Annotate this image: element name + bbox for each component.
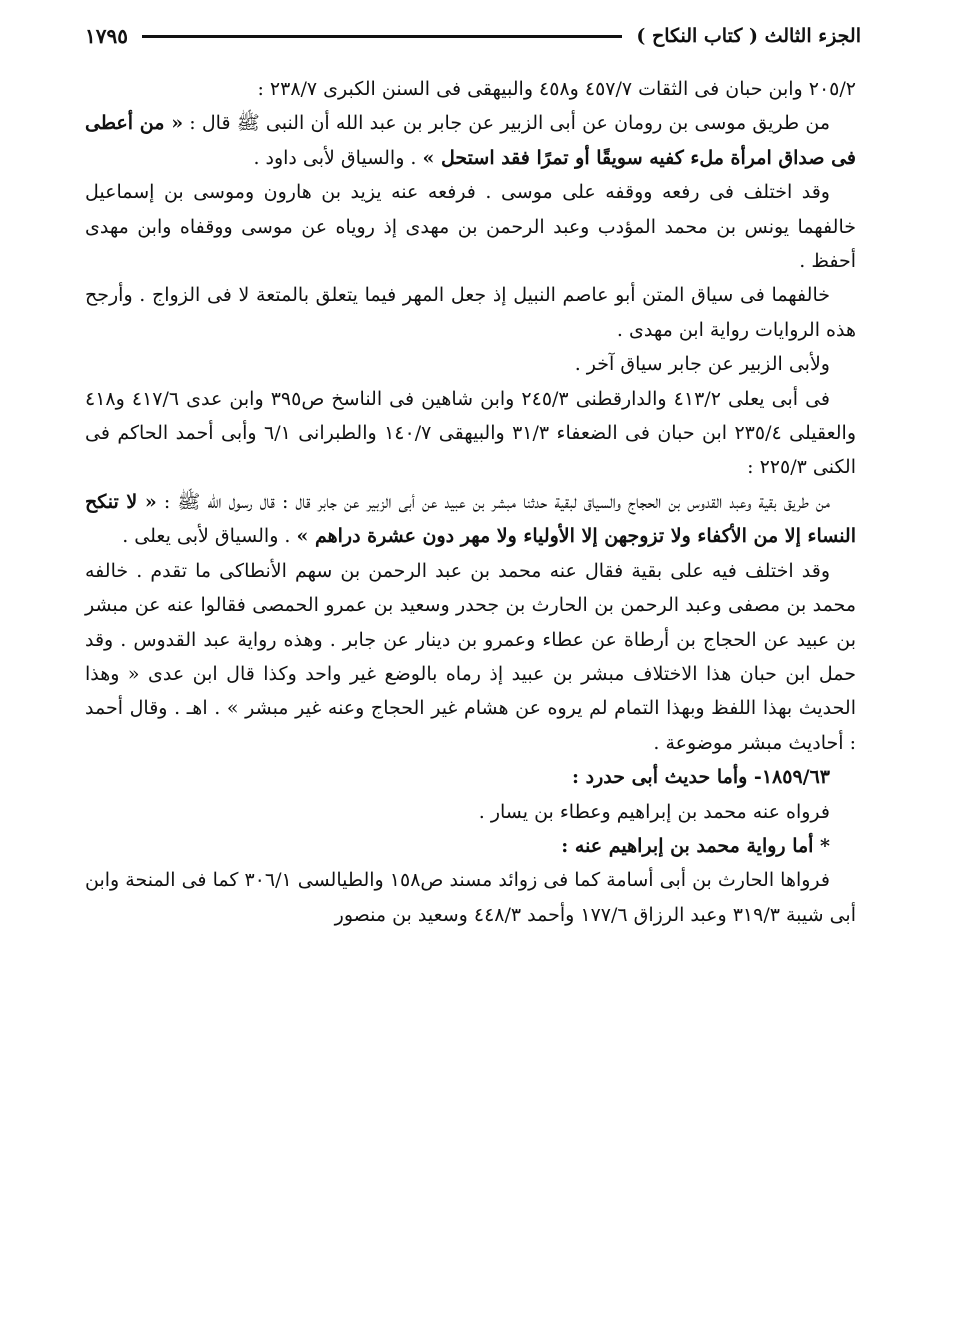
paragraph [85,278,856,347]
paragraph [85,795,856,829]
paragraph [85,175,856,278]
paragraph [85,382,856,485]
heading-text: * أما رواية محمد بن إبراهيم عنه : [561,834,830,857]
page-body [85,72,856,932]
paragraph-text: من طريق بقية وعبد القدوس بن الحجاج والسياق لبقية حدثنا مبشر بن عبيد عن أبى الزبير عن جابر قال : قال رسول الله ﷺ : [156,490,830,513]
paragraph [85,485,856,554]
paragraph [85,554,856,760]
paragraph-text: ٢٠٥/٢ وابن حبان فى الثقات ٤٥٧/٧ و٤٥٨ والبيهقى فى السنن الكبرى ٢٣٨/٧ : [257,78,856,100]
running-title: الجزء الثالث ( كتاب النكاح ) [636,25,861,47]
paragraph-text: خالفهما فى سياق المتن أبو عاصم النبيل إذ جعل المهر فيما يتعلق بالمتعة لا فى الزواج . وأرجح هذه الروايات رواية ابن مهدى . [85,284,856,341]
paragraph [85,347,856,381]
paragraph-text: . والسياق لأبى داود . [253,146,423,169]
paragraph-text: ولأبى الزبير عن جابر سياق آخر . [574,353,830,376]
page-header [85,18,861,54]
paragraph-text: فى أبى يعلى ٤١٣/٢ والدارقطنى ٢٤٥/٣ وابن شاهين فى الناسخ ص٣٩٥ وابن عدى ٤١٧/٦ و٤١٨ والعقيلى ٢٣٥/٤ ابن حبان فى الضعفاء ٣١/٣ والبيهقى ١٤٠/٧ والطبرانى ٦/١ وأبى أحمد الحاكم فى الكنى ٢٢٥/٣ : [85,387,856,479]
paragraph-text: وقد اختلف فى رفعه ووقفه على موسى . فرفعه عنه يزيد بن هارون وموسى بن إسماعيل خالفهما يونس بن محمد المؤدب وعبد الرحمن بن مهدى إذ روياه عن موسى ووقفاه وابن مهدى أحفظ . [85,181,856,273]
hadith-quote: « لا تنكح النساء إلا من الأكفاء ولا تزوجهن إلا الأولياء ولا مهر دون عشرة دراهم » [85,490,856,548]
paragraph-text: . والسياق لأبى يعلى . [122,525,297,548]
paragraph-text: من طريق موسى بن رومان عن أبى الزبير عن جابر بن عبد الله أن النبى ﷺ قال : [183,112,830,135]
hadith-quote: « من أعطى فى صداق امرأة ملء كفيه سويقًا أو تمرًا فقد استحل » [85,112,856,169]
heading-text: ١٨٥٩/٦٣- وأما حديث أبى حدرد : [572,766,830,789]
paragraph [85,106,856,175]
section-heading [85,829,856,863]
section-heading [85,760,856,794]
paragraph [85,863,856,932]
paragraph-text: وقد اختلف فيه على بقية فقال عنه محمد بن عبد الرحمن بن سهم الأنطاكى ما تقدم . خالفه محمد بن مصفى وعبد الرحمن بن الحارث بن جحدر وسعيد بن عمرو الحمصى فقالوا عنه عن مبشر بن عبيد عن الحجاج بن أرطاة عن عطاء وعمرو بن دينار عن جابر . وهذه رواية عبد القدوس . وقد حمل ابن حبان هذا الاختلاف مبشر بن عبيد إذ رماه بالوضع غير واحد وكذا قال ابن عدى « وهذا الحديث بهذا اللفظ وبهذا التمام لم يروه عن هشام غير الحجاج وعنه غير مبشر » . اهـ . وقال أحمد : أحاديث مبشر موضوعة . [85,559,856,754]
paragraph-text: فرواها الحارث بن أبى أسامة كما فى زوائد مسند ص١٥٨ والطيالسى ٣٠٦/١ كما فى المنحة وابن أبى شيبة ٣١٩/٣ وعبد الرزاق ١٧٧/٦ وأحمد ٤٤٨/٣ وسعيد بن منصور [85,869,856,926]
paragraph-text: فرواه عنه محمد بن إبراهيم وعطاء بن يسار . [478,800,830,823]
header-rule [142,35,622,38]
page-number: ١٧٩٥ [85,24,128,48]
paragraph [85,72,856,106]
